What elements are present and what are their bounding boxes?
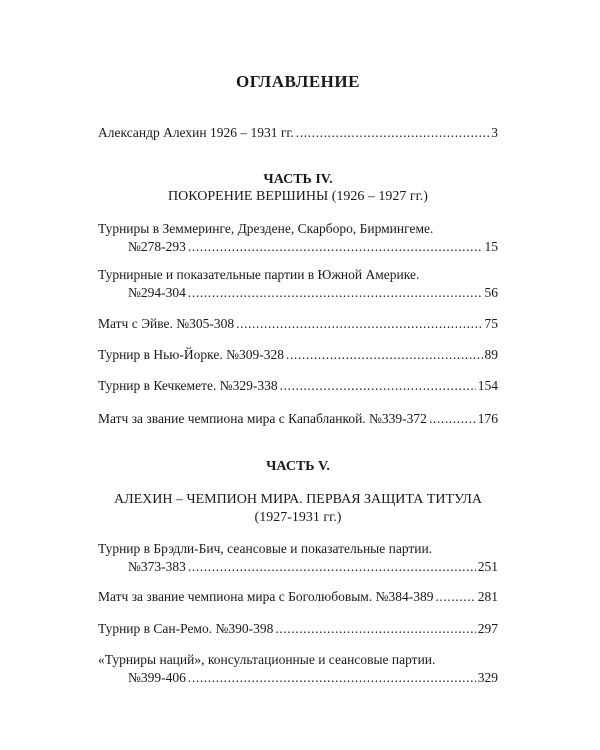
toc-entry-page: 56 <box>484 285 498 300</box>
toc-entry[interactable] <box>98 377 498 395</box>
toc-entry-numbers: №399-406 <box>128 670 186 685</box>
toc-entry-page: 3 <box>491 125 498 140</box>
part-iv-subtitle: ПОКОРЕНИЕ ВЕРШИНЫ (1926 – 1927 гг.) <box>168 189 428 204</box>
leader-dots <box>280 377 476 395</box>
part-v-subtitle: АЛЕХИН – ЧЕМПИОН МИРА. ПЕРВАЯ ЗАЩИТА ТИТУЛА <box>113 492 483 507</box>
toc-entry-page: 251 <box>477 559 498 574</box>
toc-entry[interactable] <box>98 651 498 687</box>
leader-dots <box>188 558 476 576</box>
toc-entry-text: Александр Алехин 1926 – 1931 гг. <box>98 125 294 140</box>
toc-entry[interactable] <box>98 315 498 333</box>
toc-entry-text: Турнир в Сан-Ремо. №390-398 <box>98 621 274 636</box>
toc-entry-numbers: №278-293 <box>128 239 186 254</box>
toc-entry-page: 281 <box>477 589 498 604</box>
leader-dots <box>236 315 482 333</box>
toc-entry[interactable] <box>98 588 498 606</box>
toc-entry-text: «Турниры наций», консультационные и сеансовые партии. <box>98 652 436 667</box>
part-v-heading: ЧАСТЬ V. <box>266 459 330 474</box>
toc-title: ОГЛАВЛЕНИЕ <box>236 72 360 91</box>
leader-dots <box>188 669 476 687</box>
toc-entry-text: Турнир в Нью-Йорке. №309-328 <box>98 347 284 362</box>
toc-entry-page: 154 <box>477 378 498 393</box>
toc-entry-page: 89 <box>484 347 498 362</box>
part-iv-heading: ЧАСТЬ IV. <box>263 172 333 187</box>
toc-entry[interactable] <box>98 266 498 302</box>
toc-entry[interactable] <box>98 620 498 638</box>
toc-entry-numbers: №294-304 <box>128 285 186 300</box>
toc-entry-text: Турнир в Брэдли-Бич, сеансовые и показательные партии. <box>98 541 433 556</box>
toc-entry-text: Матч за звание чемпиона мира с Капабланкой. №339-372 <box>98 411 427 426</box>
toc-entry-page: 75 <box>484 316 498 331</box>
part-v-subtitle-years: (1927-1931 гг.) <box>254 510 342 525</box>
leader-dots <box>286 346 483 364</box>
toc-entry-text: Турниры в Земмеринге, Дрездене, Скарборо, Бирмингеме. <box>98 221 434 236</box>
toc-entry-text: Матч за звание чемпиона мира с Боголюбовым. №384-389 <box>98 589 434 604</box>
toc-entry-text: Матч с Эйве. №305-308 <box>98 316 235 331</box>
toc-entry[interactable] <box>98 220 498 256</box>
toc-entry-page: 297 <box>477 621 498 636</box>
leader-dots <box>296 124 490 142</box>
toc-entry-page: 15 <box>484 239 498 254</box>
toc-entry[interactable] <box>98 346 498 364</box>
leader-dots <box>188 284 483 302</box>
leader-dots <box>429 410 476 428</box>
toc-entry-intro[interactable] <box>98 124 498 142</box>
toc-entry-page: 176 <box>477 411 498 426</box>
leader-dots <box>188 238 483 256</box>
toc-entry-numbers: №373-383 <box>128 559 186 574</box>
toc-entry-page: 329 <box>477 670 498 685</box>
toc-entry-text: Турнирные и показательные партии в Южной Америке. <box>98 267 420 282</box>
leader-dots <box>275 620 475 638</box>
toc-entry[interactable] <box>98 410 498 428</box>
toc-entry-text: Турнир в Кечкемете. №329-338 <box>98 378 278 393</box>
toc-entry[interactable] <box>98 540 498 576</box>
leader-dots <box>435 588 475 606</box>
